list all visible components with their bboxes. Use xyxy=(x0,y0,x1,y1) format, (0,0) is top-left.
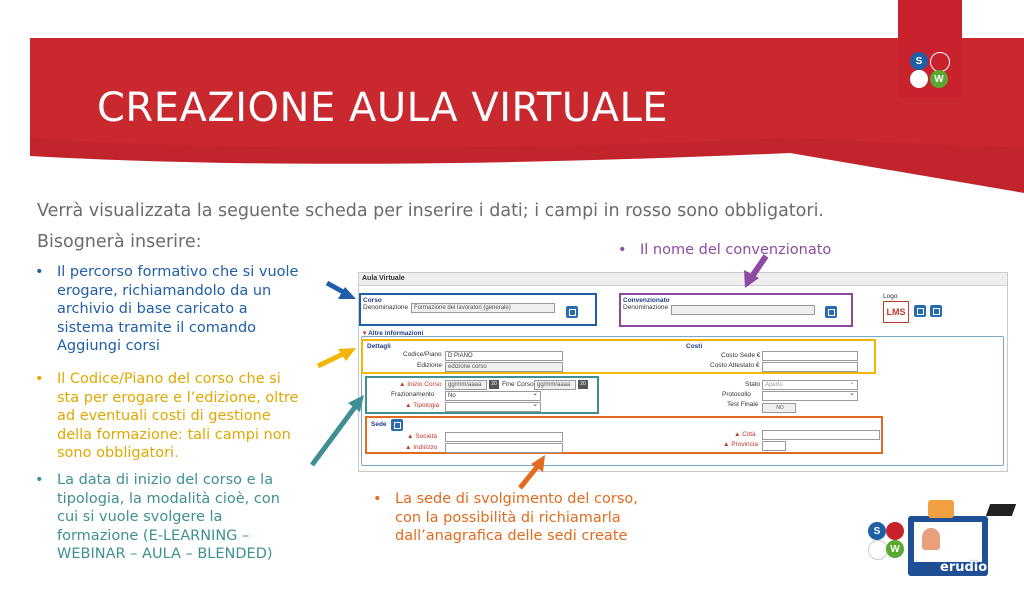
arrow-convenzionato xyxy=(744,256,766,288)
note-line: sono obbligatori. xyxy=(57,445,179,461)
bullet: • xyxy=(35,472,44,488)
note-line: La sede di svolgimento del corso, xyxy=(395,491,638,507)
edizione-label: Edizione xyxy=(417,362,442,369)
note-line: cui si vuole svolgere la xyxy=(57,509,223,525)
note-line: Aggiungi corsi xyxy=(57,338,160,354)
bullet: • xyxy=(618,242,627,258)
arrow-codice xyxy=(318,348,356,366)
fine-corso-field[interactable]: gg/mm/aaaa xyxy=(534,380,576,390)
note-line: tipologia, la modalità cioè, con xyxy=(57,490,280,507)
note-line: WEBINAR – AULA – BLENDED) xyxy=(57,546,273,562)
warning-icon: ▲ xyxy=(405,444,412,451)
fine-corso-label: Fine Corso xyxy=(502,381,534,388)
bullet: • xyxy=(35,264,44,280)
collapse-icon: ▾ xyxy=(363,330,367,337)
lms-logo: LMS xyxy=(883,301,909,323)
dettagli-section-label: Dettagli xyxy=(367,343,391,350)
intro-subtitle: Bisognerà inserire: xyxy=(37,232,202,252)
protocollo-label: Protocollo xyxy=(722,391,751,398)
codice-label: Codice/Piano xyxy=(403,351,442,358)
footer-w-dot: W xyxy=(886,540,904,558)
warning-icon: ▲ xyxy=(399,381,406,388)
intro-text: Verrà visualizzata la seguente scheda per inserire i dati; i campi in rosso sono obbligatori. xyxy=(37,201,824,221)
footer-white-dot xyxy=(868,540,888,560)
frazionamento-label: Frazionamento xyxy=(391,391,435,398)
note-line: ad eventuali costi di gestione xyxy=(57,408,271,424)
inizio-corso-text: Inizio Corso xyxy=(407,381,442,388)
bullet: • xyxy=(35,371,44,387)
note-line: della formazione: tali campi non xyxy=(57,426,291,443)
societa-text: Società xyxy=(415,433,437,440)
citta-text: Città xyxy=(742,431,756,438)
costo-attestato-label: Costo Attestato € xyxy=(710,362,760,369)
codice-field[interactable]: D PIANO xyxy=(445,351,563,361)
note-line: con la possibilità di richiamarla xyxy=(395,509,621,526)
test-finale-label: Test Finale xyxy=(727,401,759,408)
provincia-text: Provincia xyxy=(731,441,758,448)
note-line: Il nome del convenzionato xyxy=(640,242,832,258)
footer-s-dot: S xyxy=(868,522,886,540)
test-finale-toggle[interactable]: NO xyxy=(762,403,796,413)
corso-denominazione-field[interactable]: Formazione dei lavoratori (generale) xyxy=(411,303,555,313)
erudio-logo xyxy=(868,500,1018,585)
note-line: formazione (E-LEARNING – xyxy=(57,527,250,544)
stato-label: Stato xyxy=(745,381,761,388)
note-line: La data di inizio del corso e la xyxy=(57,472,274,488)
erudio-text: erudio xyxy=(940,560,988,575)
stato-select[interactable]: Aperto ⌄ xyxy=(762,380,858,390)
corso-section-label: Corso xyxy=(363,297,382,304)
convenzionato-denominazione-label: Denominazione xyxy=(623,304,669,311)
note-line: dall’anagrafica delle sedi create xyxy=(395,528,628,544)
altre-informazioni-label: Altre informazioni xyxy=(368,330,424,337)
note-line: Il percorso formativo che si vuole xyxy=(57,264,299,280)
warning-icon: ▲ xyxy=(734,431,741,438)
sede-section-label: Sede xyxy=(371,421,387,428)
graduation-cap-icon xyxy=(986,504,1016,516)
bullet: • xyxy=(373,491,382,507)
calendar-icon[interactable]: 20 xyxy=(578,380,588,389)
arrow-sede xyxy=(520,455,545,488)
costo-sede-label: Costo Sede € xyxy=(721,352,761,359)
chat-bubble-icon xyxy=(928,500,954,518)
arrow-data xyxy=(312,395,364,465)
corso-denominazione-label: Denominazione xyxy=(363,304,409,311)
note-line: sta per erogare e l’edizione, oltre xyxy=(57,389,299,406)
edizione-field[interactable]: edizione corso xyxy=(445,362,563,372)
form-window-title: Aula Virtuale xyxy=(359,273,1007,286)
warning-icon: ▲ xyxy=(407,433,414,440)
tipologia-text: Tipologia xyxy=(413,402,440,409)
calendar-icon[interactable]: 20 xyxy=(489,380,499,389)
note-line: archivio di base caricato a xyxy=(57,301,248,317)
note-line: Il Codice/Piano del corso che si xyxy=(57,371,281,387)
costi-section-label: Costi xyxy=(686,343,703,350)
logo-s-dot: S xyxy=(910,52,928,70)
frazionamento-select[interactable]: No ⌄ xyxy=(445,391,541,401)
inizio-corso-field[interactable]: gg/mm/aaaa xyxy=(445,380,487,390)
footer-red-dot xyxy=(886,522,904,540)
person-icon xyxy=(922,528,940,550)
warning-icon: ▲ xyxy=(723,441,730,448)
note-line: erogare, richiamandolo da un xyxy=(57,282,272,299)
indirizzo-text: Indirizzo xyxy=(413,444,438,451)
convenzionato-section-label: Convenzionato xyxy=(623,297,670,304)
note-line: sistema tramite il comando xyxy=(57,319,257,336)
warning-icon: ▲ xyxy=(405,402,412,409)
slide-title: CREAZIONE AULA VIRTUALE xyxy=(97,85,669,131)
logo-w-dot: W xyxy=(930,70,948,88)
logo-label: Logo xyxy=(883,293,898,300)
arrow-percorso xyxy=(327,283,356,299)
